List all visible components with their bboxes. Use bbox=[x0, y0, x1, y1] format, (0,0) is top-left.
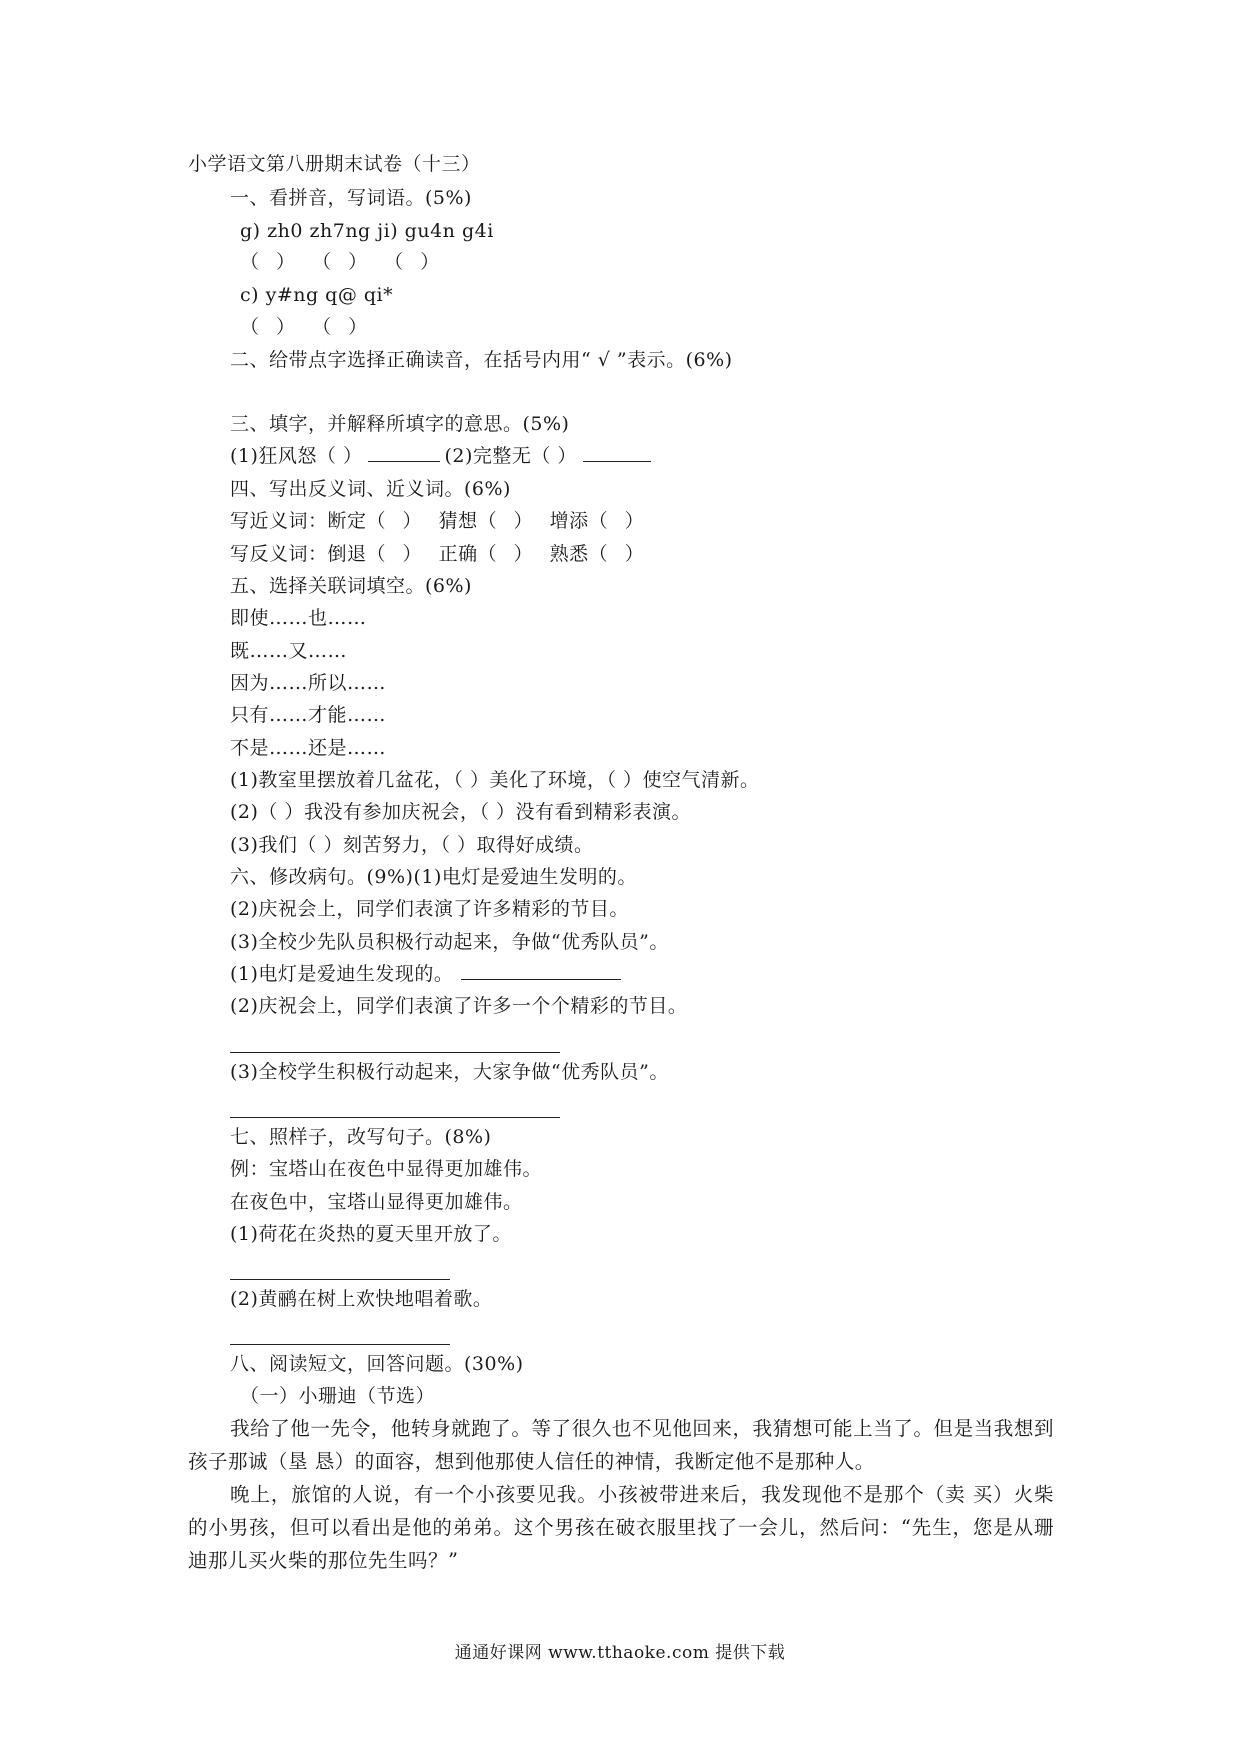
answer-line bbox=[230, 1052, 560, 1053]
sentence-item: (2)庆祝会上，同学们表演了许多一个个精彩的节目。 bbox=[230, 995, 688, 1017]
conjunction-option: 只有……才能…… bbox=[230, 704, 387, 726]
conjunction-option: 因为……所以…… bbox=[230, 672, 387, 694]
section-1-heading: 一、看拼音，写词语。(5%) bbox=[230, 187, 472, 209]
synonyms-line: 写近义词：断定（ ） 猜想（ ） 增添（ ） bbox=[230, 510, 645, 532]
pinyin-line-b: c) y#ng q@ qi* bbox=[240, 284, 394, 306]
passage-title: （一）小珊迪（节选） bbox=[240, 1385, 436, 1407]
fill-in-line bbox=[230, 444, 651, 468]
answer-brackets-b: （ ） （ ） bbox=[240, 316, 368, 338]
rewrite-question: (2)黄鹂在树上欢快地唱着歌。 bbox=[230, 1288, 493, 1310]
fill-item-2: (2)完整无（ ） bbox=[444, 445, 577, 467]
passage-paragraph: 晚上，旅馆的人说，有一个小孩要见我。小孩被带进来后，我发现他不是那个（卖 买）火柴的小男孩，但可以看出是他的弟弟。这个男孩在破衣服里找了一会儿，然后问：“先生，您是从珊迪那儿买火柴的那位先生吗？” bbox=[188, 1483, 1054, 1572]
section-3-heading: 三、填字，并解释所填字的意思。(5%) bbox=[230, 413, 570, 435]
answer-line bbox=[230, 1117, 560, 1118]
question-item: (3)我们（ ）刻苦努力，（ ）取得好成绩。 bbox=[230, 834, 594, 856]
section-4-heading: 四、写出反义词、近义词。(6%) bbox=[230, 478, 511, 500]
page-title: 小学语文第八册期末试卷（十三） bbox=[188, 153, 481, 175]
section-2-heading: 二、给带点字选择正确读音，在括号内用“ √ ”表示。(6%) bbox=[230, 349, 733, 371]
fill-item-1: (1)狂风怒（ ） bbox=[230, 445, 363, 467]
sentence-item bbox=[230, 962, 621, 986]
passage-paragraph: 我给了他一先令，他转身就跑了。等了很久也不见他回来，我猜想可能上当了。但是当我想到孩子那诚（垦 恳）的面容，想到他那使人信任的神情，我断定他不是那种人。 bbox=[188, 1417, 1054, 1473]
section-6-heading: 六、修改病句。(9%)(1)电灯是爱迪生发明的。 bbox=[230, 866, 637, 888]
sentence-item: (2)庆祝会上，同学们表演了许多精彩的节目。 bbox=[230, 898, 629, 920]
section-8-heading: 八、阅读短文，回答问题。(30%) bbox=[230, 1353, 524, 1375]
answer-line bbox=[230, 1279, 450, 1280]
section-7-heading: 七、照样子，改写句子。(8%) bbox=[230, 1126, 492, 1148]
section-5-heading: 五、选择关联词填空。(6%) bbox=[230, 575, 472, 597]
conjunction-option: 即使……也…… bbox=[230, 607, 367, 629]
answer-line bbox=[230, 1344, 450, 1345]
conjunction-option: 既……又…… bbox=[230, 640, 348, 662]
example-sentence: 例：宝塔山在夜色中显得更加雄伟。 bbox=[230, 1158, 543, 1180]
pinyin-line-a: g) zh0 zh7ng ji) gu4n g4i bbox=[240, 220, 494, 242]
answer-blank bbox=[583, 460, 651, 462]
conjunction-option: 不是……还是…… bbox=[230, 737, 387, 759]
question-item: (2)（ ）我没有参加庆祝会，（ ）没有看到精彩表演。 bbox=[230, 801, 691, 823]
sentence-item: (3)全校学生积极行动起来，大家争做“优秀队员”。 bbox=[230, 1061, 669, 1083]
antonyms-line: 写反义词：倒退（ ） 正确（ ） 熟悉（ ） bbox=[230, 543, 645, 565]
example-answer: 在夜色中，宝塔山显得更加雄伟。 bbox=[230, 1191, 523, 1213]
question-item: (1)教室里摆放着几盆花，（ ）美化了环境，（ ）使空气清新。 bbox=[230, 769, 760, 791]
sentence-item: (3)全校少先队员积极行动起来，争做“优秀队员”。 bbox=[230, 931, 669, 953]
page-footer: 通通好课网 www.tthaoke.com 提供下载 bbox=[454, 1643, 786, 1663]
answer-brackets-a: （ ） （ ） （ ） bbox=[240, 251, 440, 273]
rewrite-question: (1)荷花在炎热的夏天里开放了。 bbox=[230, 1223, 512, 1245]
answer-blank bbox=[368, 460, 440, 462]
sentence-text: (1)电灯是爱迪生发现的。 bbox=[230, 963, 454, 985]
answer-blank bbox=[461, 978, 621, 980]
